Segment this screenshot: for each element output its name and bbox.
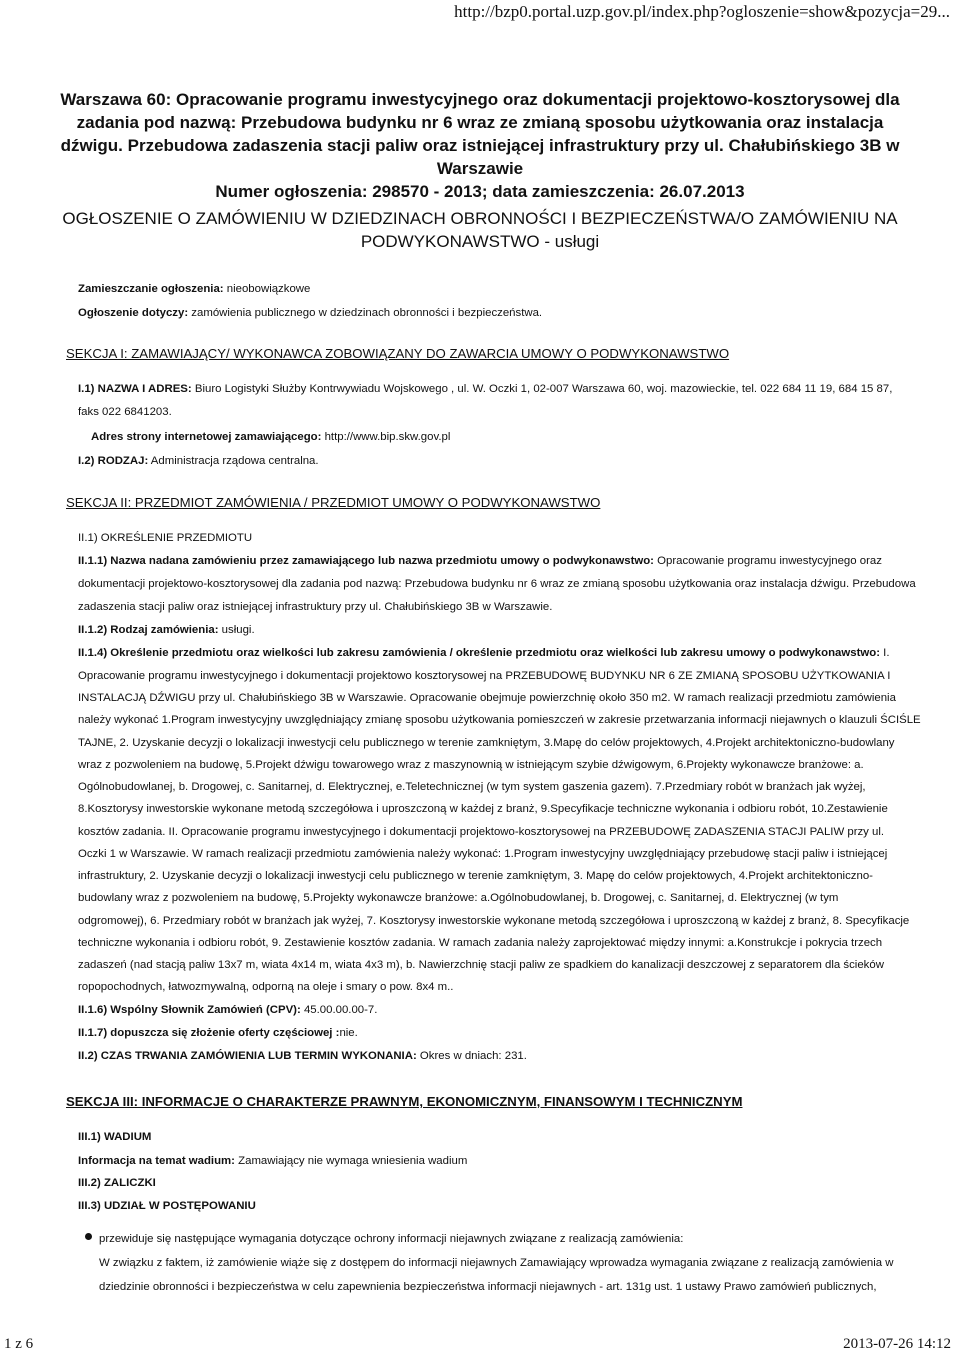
ii14-line: infrastruktury, 2. Uzyskanie decyzji o lokalizacji inwestycji celu publicznego w terenie zamkniętym, 3. Mapę do celów projektowych, 4.Projekt architektoniczno- bbox=[78, 870, 873, 882]
concerns-line: Ogłoszenie dotyczy: zamówienia publicznego w dziedzinach obronności i bezpieczeństwa. bbox=[78, 307, 543, 319]
ii14-line: techniczne wykonania i odbioru robót, 9. Zestawienie kosztów zadania. W ramach zadania należy zaprojektować między innymi: a.Konstrukcje i pokrycia trzech bbox=[78, 937, 883, 949]
wadium-line: Informacja na temat wadium: Zamawiający nie wymaga wniesienia wadium bbox=[78, 1155, 468, 1167]
i2-type-line: I.2) RODZAJ: Administracja rządowa centralna. bbox=[78, 455, 319, 467]
ii1-heading: II.1) OKREŚLENIE PRZEDMIOTU bbox=[78, 532, 253, 544]
cpv-line: II.1.6) Wspólny Słownik Zamówień (CPV): 45.00.00.00-7. bbox=[78, 1004, 378, 1016]
ii14-line: ropopochodnych, łatwozmywalną, odporną na oleje i smary o pow. 8x4 m.. bbox=[78, 981, 454, 993]
ii14-line: odgromowej), 6. Przedmiary robót w branżach jak wyżej, 7. Kosztorysy inwestorskie wykonane metodą szczegółowa i uproszczoną w każdej z branż, 8. Specyfikacje bbox=[78, 915, 910, 927]
duration-line: II.2) CZAS TRWANIA ZAMÓWIENIA LUB TERMIN WYKONANIA: Okres w dniach: 231. bbox=[78, 1050, 527, 1062]
page-number: 1 z 6 bbox=[4, 1336, 34, 1352]
notice-title: Warszawa 60: Opracowanie programu inwestycyjnego oraz dokumentacji projektowo-kosztorysowej dla zadania pod nazwą: Przebudowa budynku nr 6 wraz ze zmianą sposobu użytkowania oraz instalacja dźwigu. Przebudowa zadaszenia stacji paliw oraz istniejącej infrastruktury przy ul. Chałubińskiego 3B w Warszawie Numer ogłoszenia: 298570 - 2013; data zamieszczenia: 26.07.2013 bbox=[60, 90, 900, 201]
ii12-line: II.1.2) Rodzaj zamówienia: usługi. bbox=[78, 624, 255, 636]
bullet-dot bbox=[85, 1233, 92, 1240]
partial-offer-line: II.1.7) dopuszcza się złożenie oferty częściowej :nie. bbox=[78, 1027, 358, 1039]
section-3-heading: SEKCJA III: INFORMACJE O CHARAKTERZE PRAWNYM, EKONOMICZNYM, FINANSOWYM I TECHNICZNYM bbox=[66, 1094, 743, 1109]
iii1-heading: III.1) WADIUM bbox=[78, 1131, 152, 1143]
ii14-line: 8.Kosztorysy inwestorskie wykonane metodą szczegółowa i uproszczoną w każdej z branż, 9.Specyfikacje techniczne wykonania i odbioru robót, 10.Zestawienie bbox=[78, 803, 888, 815]
ii14-line: INSTALACJĄ DŹWIGU przy ul. Chałubińskiego 3B w Warszawie. Opracowanie obejmuje powierzchnię około 350 m2. W ramach realizacji przedmiotu zamówienia bbox=[78, 692, 896, 704]
iii2-heading: III.2) ZALICZKI bbox=[78, 1177, 156, 1189]
notice-type: OGŁOSZENIE O ZAMÓWIENIU W DZIEDZINACH OBRONNOŚCI I BEZPIECZEŃSTWA/O ZAMÓWIENIU NA PODWYKONAWSTWO - usługi bbox=[62, 209, 898, 251]
section-1-heading: SEKCJA I: ZAMAWIAJĄCY/ WYKONAWCA ZOBOWIĄZANY DO ZAWARCIA UMOWY O PODWYKONAWSTWO bbox=[66, 346, 730, 361]
print-datetime: 2013-07-26 14:12 bbox=[843, 1336, 951, 1352]
ii14-line: Ogólnobudowlanej, b. Drogowej, c. Sanitarnej, d. Elektrycznej, e.Teletechnicznej (w tym system gaszenia gazem). 7.Przedmiary robót w branżach jak wyżej, bbox=[78, 781, 866, 793]
i1-address-line2: faks 022 6841203. bbox=[78, 406, 172, 418]
ii14-line: Opracowanie programu inwestycyjnego i dokumentacji projektowo kosztorysowej na PRZEBUDOWĘ BUDYNKU NR 6 ZE ZMIANĄ SPOSOBU UŻYTKOWANIA I bbox=[78, 670, 891, 682]
ii11-line2: dokumentacji projektowo-kosztorysowej dla zadania pod nazwą: Przebudowa budynku nr 6 wraz ze zmianą sposobu użytkowania oraz instalacja dźwigu. Przebudowa bbox=[78, 578, 916, 590]
ii14-heading: II.1.4) Określenie przedmiotu oraz wielkości lub zakresu zamówienia / określenie przedmiotu oraz wielkości lub zakresu umowy o podwykonawstwo: I. bbox=[78, 647, 890, 659]
ii14-line: Oczki 1 w Warszawie. W ramach realizacji przedmiotu zamówienia należy wykonać: 1.Program inwestycyjny uwzględniający przebudowę stacji paliw i istniejącej bbox=[78, 848, 888, 860]
ii14-line: TAJNE, 2. Uzyskanie decyzji o lokalizacji inwestycji celu publicznego w terenie zamkniętym, 3.Mapę do celów projektowych, 4.Projekt architektoniczno-budowlany bbox=[78, 737, 895, 749]
ii14-line: zadaszeń (nad stacją paliw 13x7 m, wiata 4x14 m, wiata 4x3 m), b. Nawierzchnię stacji paliw ze spadkiem do kanalizacji deszczowej z separatorem dla ścieków bbox=[78, 959, 884, 971]
ii14-line: budowlany wraz z pozwoleniem na budowę, 5.Projekty wykonawcze branżowe: a.Ogólnobudowlanej, b. Drogowej, c. Sanitarnej, d. Elektrycznej (w tym bbox=[78, 892, 839, 904]
ii11-line3: zadaszenia stacji paliw oraz istniejącej infrastruktury przy ul. Chałubińskiego 3B w Warszawie. bbox=[78, 601, 553, 613]
ii11-line1: II.1.1) Nazwa nadana zamówieniu przez zamawiającego lub nazwa przedmiotu umowy o podwykonawstwo: Opracowanie programu inwestycyjnego oraz bbox=[78, 555, 882, 567]
ii14-line: należy wykonać 1.Program inwestycyjny uwzględniający zmianę sposobu użytkowania pomieszczeń w zakresie przetwarzania informacji niejawnych o klauzuli ŚCIŚLE bbox=[78, 714, 921, 726]
website-line: Adres strony internetowej zamawiającego: http://www.bip.skw.gov.pl bbox=[91, 431, 451, 443]
section-2-heading: SEKCJA II: PRZEDMIOT ZAMÓWIENIA / PRZEDMIOT UMOWY O PODWYKONAWSTWO bbox=[66, 495, 601, 510]
placement-line: Zamieszczanie ogłoszenia: nieobowiązkowe bbox=[78, 283, 311, 295]
ii14-line: wraz z pozwoleniem na budowę, 5.Projekt dźwigu towarowego wraz z maszynownią w istniejącym szybie dźwigowym, 6.Projekty wykonawcze branżowe: a. bbox=[78, 759, 864, 771]
page-url: http://bzp0.portal.uzp.gov.pl/index.php?ogloszenie=show&pozycja=29... bbox=[454, 2, 950, 21]
iii3-heading: III.3) UDZIAŁ W POSTĘPOWANIU bbox=[78, 1200, 256, 1212]
notice-number: Numer ogłoszenia: 298570 - 2013; data zamieszczenia: 26.07.2013 bbox=[215, 182, 745, 201]
i1-address-line1: I.1) NAZWA I ADRES: Biuro Logistyki Służby Kontrwywiadu Wojskowego , ul. W. Oczki 1, 02-007 Warszawa 60, woj. mazowieckie, tel. 022 684 11 19, 684 15 87, bbox=[78, 383, 893, 395]
ii14-line: kosztów zadania. II. Opracowanie programu inwestycyjnego i dokumentacji projektowo-kosztorysowej na PRZEBUDOWĘ ZADASZENIA STACJI PALIW przy ul. bbox=[78, 826, 885, 838]
